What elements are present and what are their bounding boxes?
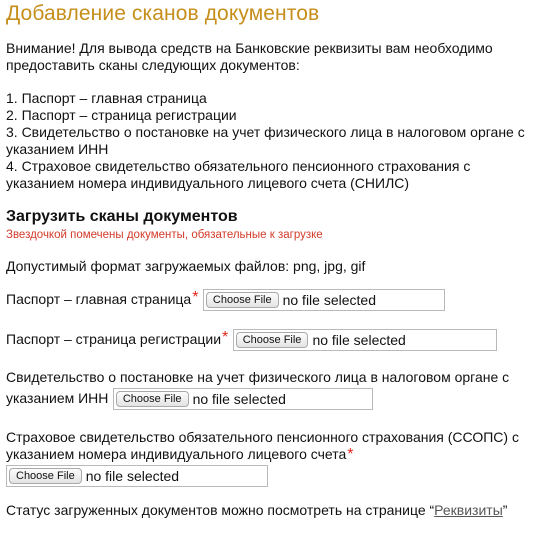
required-asterisk: * [347, 446, 354, 463]
field-label: Паспорт – страница регистрации [6, 331, 222, 348]
field-label: Свидетельство о постановке на учет физического лица в налоговом органе с [6, 369, 510, 385]
choose-file-button[interactable]: Choose File [236, 332, 309, 348]
snils-file-input[interactable] [6, 465, 268, 487]
passport-registration-file-input[interactable] [233, 329, 497, 351]
passport-main-field [6, 289, 445, 311]
page-title: Добавление сканов документов [6, 2, 320, 25]
file-status: no file selected [282, 292, 376, 308]
required-asterisk: * [222, 329, 229, 346]
choose-file-button[interactable]: Choose File [116, 391, 189, 407]
field-label: Страховое свидетельство обязательного пенсионного страхования (ССОПС) с [6, 429, 519, 445]
list-item: 3. Свидетельство о постановке на учет физического лица в налоговом органе с указанием ИНН [6, 124, 525, 157]
choose-file-button[interactable]: Choose File [9, 468, 82, 484]
intro-text: Внимание! Для вывода средств на Банковские реквизиты вам необходимо предоставить сканы следующих документов: [6, 40, 493, 73]
field-label-line2: указанием ИНН [6, 390, 109, 407]
list-item: 2. Паспорт – страница регистрации [6, 107, 237, 123]
status-text-before: Статус загруженных документов можно посмотреть на странице “ [6, 502, 435, 518]
field-label-line2: указанием номера индивидуального лицевого счета [6, 446, 347, 462]
field-label: Паспорт – главная страница [6, 291, 192, 308]
document-list [6, 90, 538, 192]
list-item: 1. Паспорт – главная страница [6, 90, 207, 106]
passport-registration-field [6, 329, 497, 351]
allowed-formats-text: Допустимый формат загружаемых файлов: png, jpg, gif [6, 258, 366, 274]
inn-certificate-field [6, 369, 536, 410]
status-text [6, 502, 507, 519]
upload-section-title: Загрузить сканы документов [6, 208, 238, 225]
file-status: no file selected [192, 391, 286, 407]
requisites-link[interactable]: Реквизиты [434, 502, 503, 518]
file-status: no file selected [312, 332, 406, 348]
inn-certificate-file-input[interactable] [113, 388, 373, 410]
required-asterisk: * [192, 289, 199, 306]
required-note: Звездочкой помечены документы, обязательные к загрузке [6, 229, 323, 241]
choose-file-button[interactable]: Choose File [206, 292, 279, 308]
file-status: no file selected [85, 468, 180, 484]
snils-field [6, 429, 536, 487]
status-text-after: ” [502, 502, 508, 518]
list-item: 4. Страховое свидетельство обязательного пенсионного страхования с указанием номера индивидуального лицевого счета (СНИЛС) [6, 158, 471, 191]
passport-main-file-input[interactable] [203, 289, 445, 311]
